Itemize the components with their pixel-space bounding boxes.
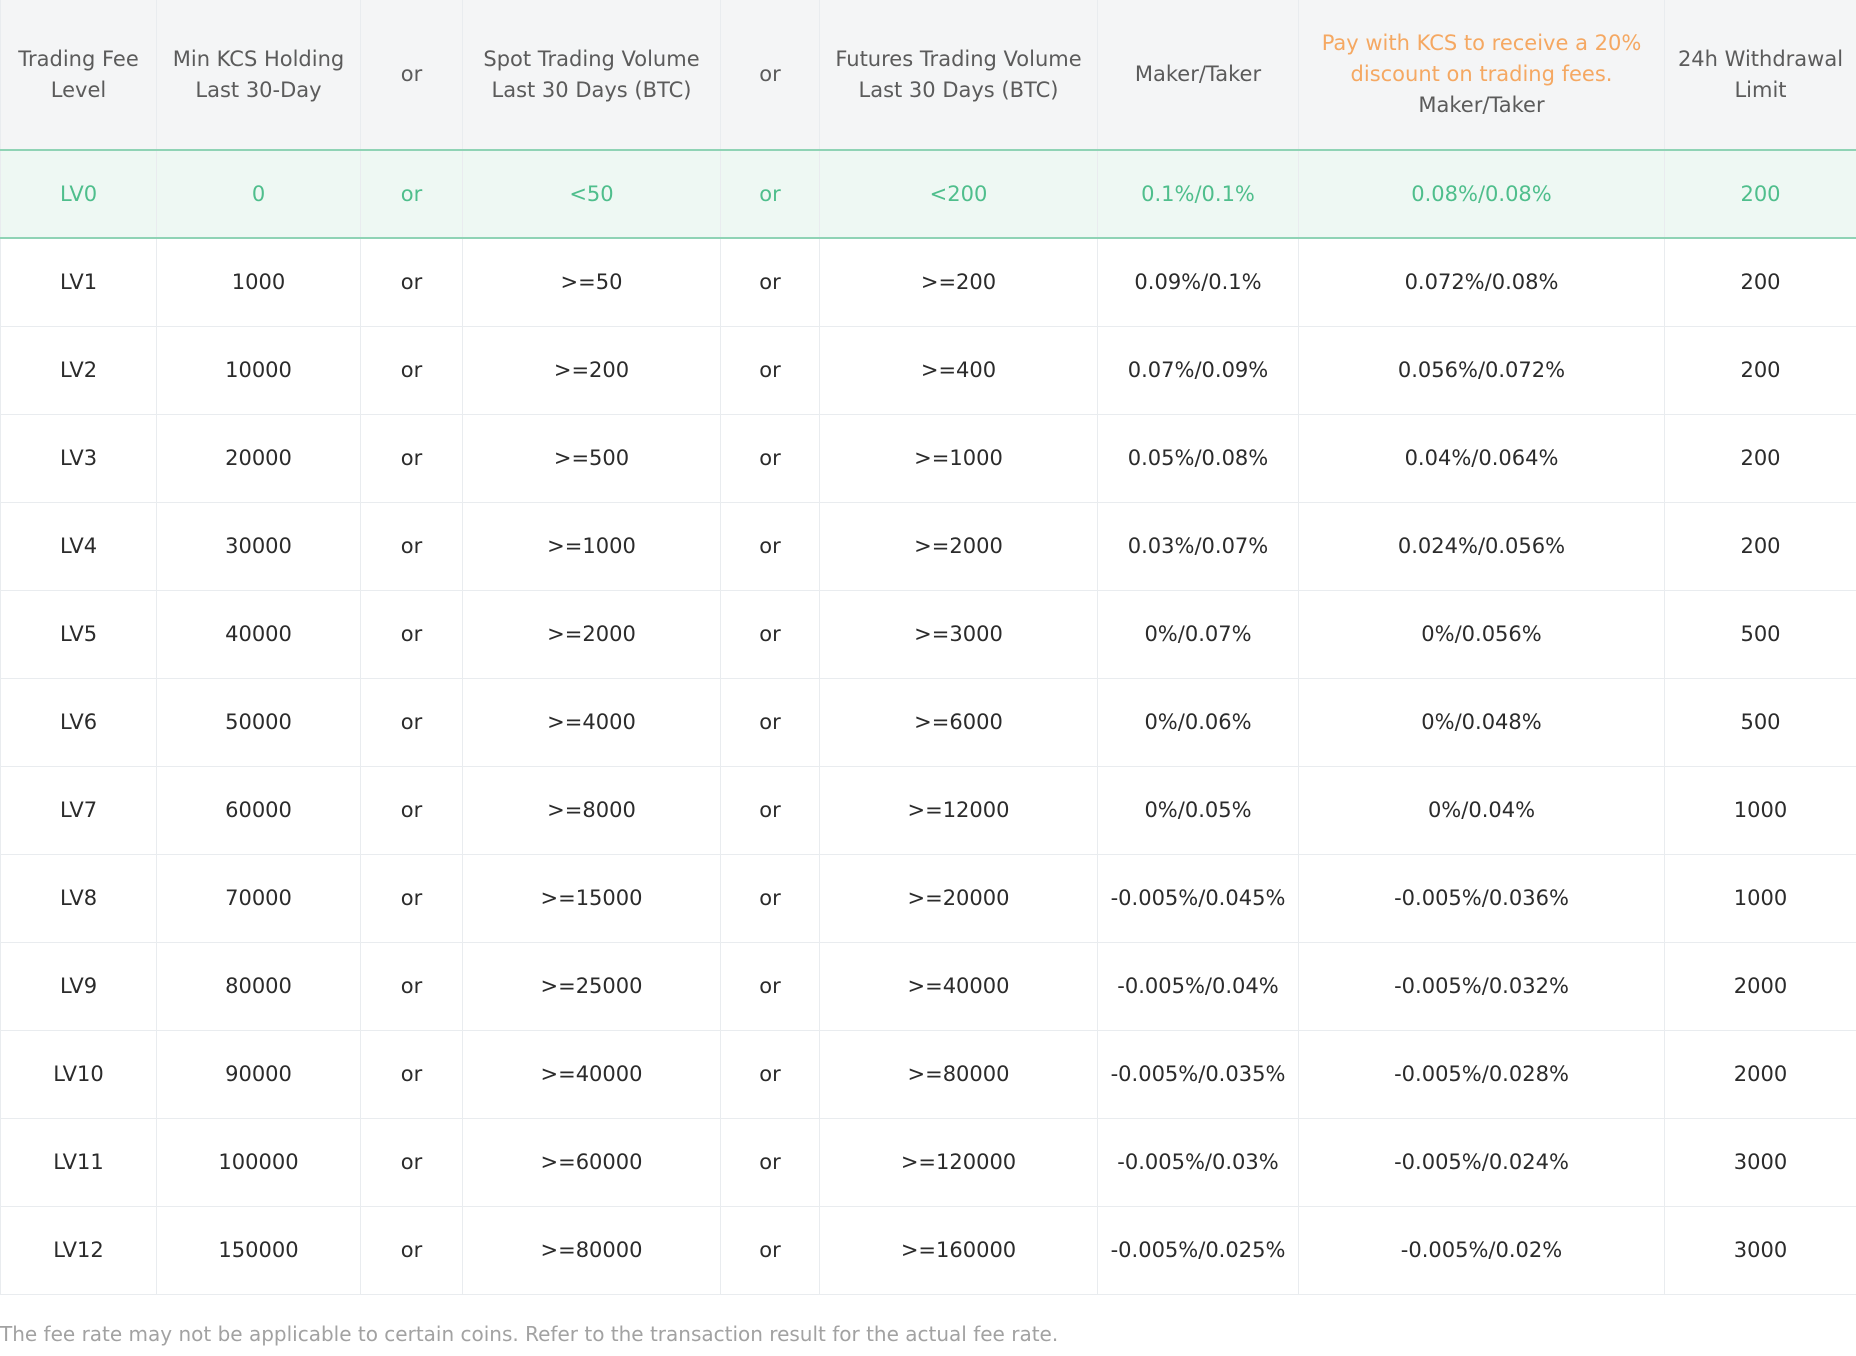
or-cell: or [361,1030,463,1118]
or-cell: or [361,150,463,238]
withdrawal-limit-cell: 1000 [1665,854,1856,942]
level-cell: LV1 [1,238,157,326]
table-row [1,150,1856,238]
withdrawal-limit-cell: 3000 [1665,1206,1856,1294]
header-line: Maker/Taker [1418,93,1545,117]
futures-volume-cell: >=20000 [820,854,1098,942]
table-row [1,502,1856,590]
min-kcs-cell: 0 [157,150,361,238]
or-cell: or [721,590,820,678]
kcs-discount-fee-cell: -0.005%/0.036% [1299,854,1665,942]
header-line: or [759,62,781,86]
spot-volume-cell: >=50 [463,238,721,326]
maker-taker-fee-cell: 0%/0.05% [1098,766,1299,854]
futures-volume-cell: >=40000 [820,942,1098,1030]
maker-taker-fee-cell: 0.1%/0.1% [1098,150,1299,238]
maker-taker-fee-cell: 0.09%/0.1% [1098,238,1299,326]
level-cell: LV0 [1,150,157,238]
min-kcs-cell: 60000 [157,766,361,854]
or-cell: or [361,414,463,502]
or-cell: or [721,942,820,1030]
maker-taker-fee-cell: -0.005%/0.03% [1098,1118,1299,1206]
header-line: Futures Trading Volume [835,46,1082,71]
futures-volume-cell: >=12000 [820,766,1098,854]
fee-footnote: The fee rate may not be applicable to certain coins. Refer to the transaction result for the actual fee rate. [0,1322,1059,1346]
header-min-kcs-holding [157,0,361,150]
level-cell: LV4 [1,502,157,590]
level-cell: LV10 [1,1030,157,1118]
spot-volume-cell: >=4000 [463,678,721,766]
min-kcs-cell: 30000 [157,502,361,590]
maker-taker-fee-cell: -0.005%/0.025% [1098,1206,1299,1294]
futures-volume-cell: >=160000 [820,1206,1098,1294]
futures-volume-cell: >=120000 [820,1118,1098,1206]
header-trading-fee-level [1,0,157,150]
header-line: Trading Fee [18,46,139,71]
header-line: Min KCS Holding [172,46,345,71]
min-kcs-cell: 80000 [157,942,361,1030]
maker-taker-fee-cell: -0.005%/0.045% [1098,854,1299,942]
or-cell: or [361,502,463,590]
table-row [1,1118,1856,1206]
level-cell: LV9 [1,942,157,1030]
level-cell: LV12 [1,1206,157,1294]
min-kcs-cell: 150000 [157,1206,361,1294]
spot-volume-cell: >=500 [463,414,721,502]
withdrawal-limit-cell: 500 [1665,678,1856,766]
withdrawal-limit-cell: 2000 [1665,942,1856,1030]
level-cell: LV5 [1,590,157,678]
header-line: or [400,62,423,86]
table-row [1,942,1856,1030]
min-kcs-cell: 20000 [157,414,361,502]
level-cell: LV6 [1,678,157,766]
or-cell: or [721,1118,820,1206]
kcs-discount-fee-cell: 0.04%/0.064% [1299,414,1665,502]
discount-promo-line: Pay with KCS to receive a 20% [1321,31,1642,55]
spot-volume-cell: >=60000 [463,1118,721,1206]
min-kcs-cell: 10000 [157,326,361,414]
header-line: Last 30 Days (BTC) [858,77,1059,102]
or-cell: or [361,942,463,1030]
kcs-discount-fee-cell: 0%/0.048% [1299,678,1665,766]
header-line: Maker/Taker [1134,62,1262,86]
kcs-discount-fee-cell: 0.08%/0.08% [1299,150,1665,238]
header-futures-trading-volume [820,0,1098,150]
min-kcs-cell: 70000 [157,854,361,942]
futures-volume-cell: >=2000 [820,502,1098,590]
maker-taker-fee-cell: -0.005%/0.04% [1098,942,1299,1030]
withdrawal-limit-cell: 2000 [1665,1030,1856,1118]
or-cell: or [361,854,463,942]
header-line: Last 30 Days (BTC) [491,77,692,102]
withdrawal-limit-cell: 3000 [1665,1118,1856,1206]
kcs-discount-fee-cell: 0%/0.056% [1299,590,1665,678]
withdrawal-limit-cell: 200 [1665,502,1856,590]
futures-volume-cell: >=3000 [820,590,1098,678]
header-kcs-discount-maker-taker [1299,0,1665,150]
withdrawal-limit-cell: 200 [1665,326,1856,414]
maker-taker-fee-cell: 0.05%/0.08% [1098,414,1299,502]
or-cell: or [361,590,463,678]
spot-volume-cell: >=8000 [463,766,721,854]
header-line: Level [50,77,107,102]
header-line: Spot Trading Volume [483,46,700,71]
min-kcs-cell: 40000 [157,590,361,678]
kcs-discount-fee-cell: 0%/0.04% [1299,766,1665,854]
or-cell: or [721,766,820,854]
kcs-discount-fee-cell: -0.005%/0.024% [1299,1118,1665,1206]
min-kcs-cell: 100000 [157,1118,361,1206]
futures-volume-cell: >=6000 [820,678,1098,766]
or-cell: or [361,766,463,854]
maker-taker-fee-cell: 0%/0.06% [1098,678,1299,766]
or-cell: or [721,1206,820,1294]
spot-volume-cell: >=80000 [463,1206,721,1294]
or-cell: or [721,502,820,590]
or-cell: or [361,1206,463,1294]
maker-taker-fee-cell: 0.07%/0.09% [1098,326,1299,414]
or-cell: or [361,326,463,414]
or-cell: or [361,238,463,326]
header-line: Limit [1734,77,1787,102]
withdrawal-limit-cell: 1000 [1665,766,1856,854]
kcs-discount-fee-cell: -0.005%/0.032% [1299,942,1665,1030]
table-row [1,678,1856,766]
header-line: Last 30-Day [195,77,322,102]
futures-volume-cell: <200 [820,150,1098,238]
level-cell: LV2 [1,326,157,414]
header-line: 24h Withdrawal [1677,46,1844,71]
min-kcs-cell: 1000 [157,238,361,326]
level-cell: LV3 [1,414,157,502]
table-row [1,854,1856,942]
table-row [1,1206,1856,1294]
maker-taker-fee-cell: -0.005%/0.035% [1098,1030,1299,1118]
or-cell: or [721,326,820,414]
kcs-discount-fee-cell: -0.005%/0.02% [1299,1206,1665,1294]
futures-volume-cell: >=400 [820,326,1098,414]
or-cell: or [361,678,463,766]
kcs-discount-fee-cell: 0.072%/0.08% [1299,238,1665,326]
table-row [1,1030,1856,1118]
futures-volume-cell: >=1000 [820,414,1098,502]
withdrawal-limit-cell: 200 [1665,238,1856,326]
discount-promo-line: discount on trading fees. [1350,62,1613,86]
table-row [1,766,1856,854]
or-cell: or [721,854,820,942]
level-cell: LV11 [1,1118,157,1206]
kcs-discount-fee-cell: 0.024%/0.056% [1299,502,1665,590]
maker-taker-fee-cell: 0%/0.07% [1098,590,1299,678]
header-or [721,0,820,150]
header-spot-trading-volume [463,0,721,150]
or-cell: or [361,1118,463,1206]
min-kcs-cell: 50000 [157,678,361,766]
withdrawal-limit-cell: 500 [1665,590,1856,678]
spot-volume-cell: >=25000 [463,942,721,1030]
spot-volume-cell: >=15000 [463,854,721,942]
futures-volume-cell: >=200 [820,238,1098,326]
or-cell: or [721,150,820,238]
header-or [361,0,463,150]
header-24h-withdrawal-limit [1665,0,1856,150]
spot-volume-cell: <50 [463,150,721,238]
or-cell: or [721,1030,820,1118]
spot-volume-cell: >=2000 [463,590,721,678]
or-cell: or [721,414,820,502]
futures-volume-cell: >=80000 [820,1030,1098,1118]
table-row [1,590,1856,678]
min-kcs-cell: 90000 [157,1030,361,1118]
kcs-discount-fee-cell: 0.056%/0.072% [1299,326,1665,414]
withdrawal-limit-cell: 200 [1665,414,1856,502]
table-header-row [1,0,1856,150]
spot-volume-cell: >=1000 [463,502,721,590]
table-row [1,326,1856,414]
fee-level-rows [1,150,1856,1294]
maker-taker-fee-cell: 0.03%/0.07% [1098,502,1299,590]
level-cell: LV8 [1,854,157,942]
table-row [1,414,1856,502]
withdrawal-limit-cell: 200 [1665,150,1856,238]
header-maker-taker [1098,0,1299,150]
kcs-discount-fee-cell: -0.005%/0.028% [1299,1030,1665,1118]
spot-volume-cell: >=40000 [463,1030,721,1118]
spot-volume-cell: >=200 [463,326,721,414]
table-row [1,238,1856,326]
or-cell: or [721,678,820,766]
or-cell: or [721,238,820,326]
level-cell: LV7 [1,766,157,854]
